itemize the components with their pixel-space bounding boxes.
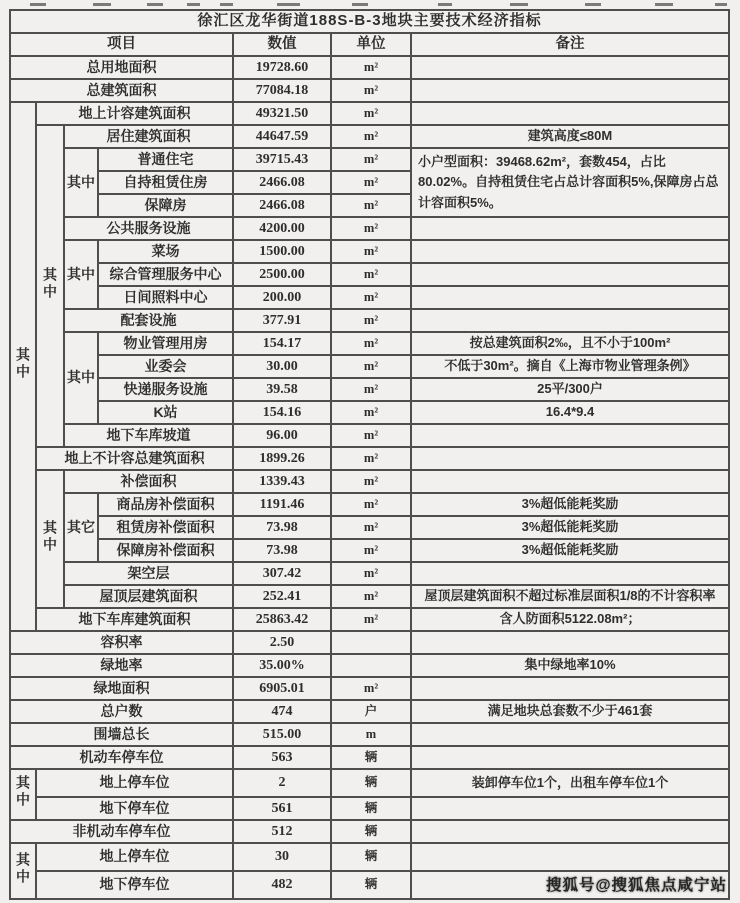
row-label: 商品房补偿面积 xyxy=(98,493,233,516)
row-value: 474 xyxy=(233,700,331,723)
row-remark xyxy=(411,309,729,332)
table-row xyxy=(10,56,729,79)
row-label: 围墙总长 xyxy=(10,723,233,746)
row-remark: 3%超低能耗奖励 xyxy=(411,493,729,516)
table-row xyxy=(10,493,729,516)
row-remark: 25平/300户 xyxy=(411,378,729,401)
row-value: 377.91 xyxy=(233,309,331,332)
row-value: 35.00% xyxy=(233,654,331,677)
row-value: 482 xyxy=(233,871,331,899)
row-value: 39.58 xyxy=(233,378,331,401)
row-label: 公共服务设施 xyxy=(64,217,233,240)
row-label: 菜场 xyxy=(98,240,233,263)
row-unit: m² xyxy=(331,171,411,194)
row-remark: 不低于30m²。摘自《上海市物业管理条例》 xyxy=(411,355,729,378)
row-label: 自持租赁住房 xyxy=(98,171,233,194)
row-remark xyxy=(411,424,729,447)
row-remark: 集中绿地率10% xyxy=(411,654,729,677)
row-remark: 装卸停车位1个，出租车停车位1个 xyxy=(411,769,729,797)
row-label: 地上不计容总建筑面积 xyxy=(36,447,233,470)
row-unit: 辆 xyxy=(331,871,411,899)
row-label: 租赁房补偿面积 xyxy=(98,516,233,539)
row-label: 地下停车位 xyxy=(36,871,233,899)
row-value: 200.00 xyxy=(233,286,331,309)
row-value: 2.50 xyxy=(233,631,331,654)
row-unit: m² xyxy=(331,516,411,539)
table-row xyxy=(10,447,729,470)
row-unit: m² xyxy=(331,470,411,493)
table-row xyxy=(10,217,729,240)
table-row xyxy=(10,562,729,585)
table-title: 徐汇区龙华街道188S-B-3地块主要技术经济指标 xyxy=(10,10,729,33)
table-row xyxy=(10,401,729,424)
row-value: 561 xyxy=(233,797,331,820)
row-remark xyxy=(411,240,729,263)
row-remark: 按总建筑面积2‰，且不小于100m² xyxy=(411,332,729,355)
table-row xyxy=(10,746,729,769)
row-remark xyxy=(411,723,729,746)
row-value: 1500.00 xyxy=(233,240,331,263)
row-value: 2500.00 xyxy=(233,263,331,286)
row-value: 252.41 xyxy=(233,585,331,608)
row-unit: m² xyxy=(331,493,411,516)
row-unit: m xyxy=(331,723,411,746)
top-edge-artifact xyxy=(352,3,368,6)
top-edge-artifact xyxy=(277,3,300,6)
row-unit: m² xyxy=(331,447,411,470)
row-value: 39715.43 xyxy=(233,148,331,171)
row-remark xyxy=(411,102,729,125)
row-remark: 3%超低能耗奖励 xyxy=(411,516,729,539)
row-value: 73.98 xyxy=(233,539,331,562)
row-remark: 含人防面积5122.08m²； xyxy=(411,608,729,631)
row-remark: 满足地块总套数不少于461套 xyxy=(411,700,729,723)
table-row xyxy=(10,286,729,309)
row-unit: m² xyxy=(331,332,411,355)
row-unit: m² xyxy=(331,585,411,608)
row-value: 1339.43 xyxy=(233,470,331,493)
row-remark xyxy=(411,470,729,493)
table-row xyxy=(10,332,729,355)
row-unit: m² xyxy=(331,56,411,79)
table-row xyxy=(10,654,729,677)
table-row xyxy=(10,797,729,820)
row-label: 机动车停车位 xyxy=(10,746,233,769)
row-value: 563 xyxy=(233,746,331,769)
row-unit: m² xyxy=(331,424,411,447)
row-value: 96.00 xyxy=(233,424,331,447)
row-remark xyxy=(411,217,729,240)
row-value: 1899.26 xyxy=(233,447,331,470)
table-row xyxy=(10,769,729,797)
row-unit: m² xyxy=(331,378,411,401)
top-edge-artifact xyxy=(438,3,452,6)
row-label: 非机动车停车位 xyxy=(10,820,233,843)
table-row xyxy=(10,470,729,493)
row-label: K站 xyxy=(98,401,233,424)
row-label: 综合管理服务中心 xyxy=(98,263,233,286)
table-row xyxy=(10,309,729,332)
row-label: 补偿面积 xyxy=(64,470,233,493)
row-value: 19728.60 xyxy=(233,56,331,79)
row-unit: 辆 xyxy=(331,843,411,871)
row-label: 总户数 xyxy=(10,700,233,723)
row-label: 总建筑面积 xyxy=(10,79,233,102)
row-value: 2466.08 xyxy=(233,194,331,217)
row-remark xyxy=(411,843,729,871)
table-row xyxy=(10,263,729,286)
row-value: 154.16 xyxy=(233,401,331,424)
group-label-qizhong-outer: 其中 xyxy=(10,102,36,631)
group-label-qizhong-public: 其中 xyxy=(64,240,98,309)
table-row xyxy=(10,677,729,700)
row-remark xyxy=(411,286,729,309)
row-label: 绿地率 xyxy=(10,654,233,677)
row-label: 日间照料中心 xyxy=(98,286,233,309)
row-label: 配套设施 xyxy=(64,309,233,332)
top-edge-artifact xyxy=(93,3,111,6)
row-value: 4200.00 xyxy=(233,217,331,240)
row-remark xyxy=(411,631,729,654)
group-label-qita: 其它 xyxy=(64,493,98,562)
table-row xyxy=(10,631,729,654)
table-row xyxy=(10,378,729,401)
row-label: 保障房 xyxy=(98,194,233,217)
table-row xyxy=(10,700,729,723)
row-unit: m² xyxy=(331,401,411,424)
row-unit: m² xyxy=(331,102,411,125)
table-row xyxy=(10,820,729,843)
row-label: 架空层 xyxy=(64,562,233,585)
row-unit: m² xyxy=(331,79,411,102)
row-unit: m² xyxy=(331,263,411,286)
row-value: 2466.08 xyxy=(233,171,331,194)
row-unit: m² xyxy=(331,125,411,148)
row-remark xyxy=(411,562,729,585)
table-row xyxy=(10,79,729,102)
row-unit: 户 xyxy=(331,700,411,723)
group-label-qizhong-noncount: 其中 xyxy=(36,470,64,608)
row-label: 绿地面积 xyxy=(10,677,233,700)
row-unit: m² xyxy=(331,562,411,585)
row-value: 73.98 xyxy=(233,516,331,539)
row-value: 512 xyxy=(233,820,331,843)
column-header-unit: 单位 xyxy=(331,33,411,56)
row-value: 49321.50 xyxy=(233,102,331,125)
top-edge-artifact xyxy=(655,3,673,6)
group-label-qizhong-level2: 其中 xyxy=(36,125,64,447)
row-label: 居住建筑面积 xyxy=(64,125,233,148)
column-header-value: 数值 xyxy=(233,33,331,56)
row-label: 业委会 xyxy=(98,355,233,378)
row-remark: 小户型面积：39468.62m²，套数454，占比80.02%。自持租赁住宅占总计容面积5%,保障房占总计容面积5%。 xyxy=(411,148,729,217)
table-row xyxy=(10,723,729,746)
top-edge-artifact xyxy=(147,3,163,6)
table-row xyxy=(10,240,729,263)
row-unit: m² xyxy=(331,148,411,171)
group-label-qizhong-residential: 其中 xyxy=(64,148,98,217)
table-row xyxy=(10,608,729,631)
row-label: 保障房补偿面积 xyxy=(98,539,233,562)
row-remark xyxy=(411,79,729,102)
row-remark: 屋顶层建筑面积不超过标准层面积1/8的不计容积率 xyxy=(411,585,729,608)
row-unit: m² xyxy=(331,677,411,700)
group-label-qizhong-amenity: 其中 xyxy=(64,332,98,424)
table-row xyxy=(10,516,729,539)
group-label-qizhong-nonmotor: 其中 xyxy=(10,843,36,899)
row-unit: 辆 xyxy=(331,746,411,769)
table-row xyxy=(10,355,729,378)
table-row xyxy=(10,125,729,148)
row-label: 地下车库坡道 xyxy=(64,424,233,447)
row-remark xyxy=(411,746,729,769)
row-label: 地上停车位 xyxy=(36,843,233,871)
row-unit: m² xyxy=(331,286,411,309)
top-edge-artifact xyxy=(585,3,601,6)
row-value: 154.17 xyxy=(233,332,331,355)
table-row xyxy=(10,585,729,608)
row-value: 1191.46 xyxy=(233,493,331,516)
row-value: 30.00 xyxy=(233,355,331,378)
row-remark xyxy=(411,447,729,470)
top-edge-artifact xyxy=(715,3,727,6)
top-edge-artifact xyxy=(510,3,528,6)
table-row xyxy=(10,102,729,125)
table-row xyxy=(10,424,729,447)
top-edge-artifact xyxy=(187,3,200,6)
row-unit: 辆 xyxy=(331,769,411,797)
row-label: 总用地面积 xyxy=(10,56,233,79)
row-unit: m² xyxy=(331,217,411,240)
row-unit: m² xyxy=(331,240,411,263)
row-remark xyxy=(411,820,729,843)
row-remark xyxy=(411,797,729,820)
row-unit: m² xyxy=(331,309,411,332)
indicators-table xyxy=(9,9,730,900)
table-row xyxy=(10,148,729,171)
row-unit xyxy=(331,654,411,677)
row-value: 2 xyxy=(233,769,331,797)
row-value: 77084.18 xyxy=(233,79,331,102)
top-edge-artifact xyxy=(220,3,233,6)
row-value: 6905.01 xyxy=(233,677,331,700)
row-unit: m² xyxy=(331,539,411,562)
row-label: 容积率 xyxy=(10,631,233,654)
row-remark: 16.4*9.4 xyxy=(411,401,729,424)
row-label: 普通住宅 xyxy=(98,148,233,171)
row-unit: m² xyxy=(331,608,411,631)
row-unit xyxy=(331,631,411,654)
row-unit: 辆 xyxy=(331,797,411,820)
row-remark xyxy=(411,263,729,286)
row-remark: 3%超低能耗奖励 xyxy=(411,539,729,562)
row-remark xyxy=(411,56,729,79)
column-header-item: 项目 xyxy=(10,33,233,56)
row-label: 地上计容建筑面积 xyxy=(36,102,233,125)
column-header-remark: 备注 xyxy=(411,33,729,56)
row-remark xyxy=(411,677,729,700)
watermark: 搜狐号@搜狐焦点咸宁站 xyxy=(545,876,728,894)
row-value: 515.00 xyxy=(233,723,331,746)
row-value: 44647.59 xyxy=(233,125,331,148)
row-unit: m² xyxy=(331,194,411,217)
table-row xyxy=(10,539,729,562)
row-value: 307.42 xyxy=(233,562,331,585)
group-label-qizhong-motor: 其中 xyxy=(10,769,36,820)
row-label: 地下停车位 xyxy=(36,797,233,820)
row-unit: 辆 xyxy=(331,820,411,843)
row-remark: 建筑高度≤80M xyxy=(411,125,729,148)
row-value: 25863.42 xyxy=(233,608,331,631)
row-label: 快递服务设施 xyxy=(98,378,233,401)
table-row xyxy=(10,843,729,871)
row-label: 屋顶层建筑面积 xyxy=(64,585,233,608)
top-edge-artifact xyxy=(30,3,46,6)
row-label: 地下车库建筑面积 xyxy=(36,608,233,631)
row-unit: m² xyxy=(331,355,411,378)
row-label: 物业管理用房 xyxy=(98,332,233,355)
row-value: 30 xyxy=(233,843,331,871)
row-label: 地上停车位 xyxy=(36,769,233,797)
